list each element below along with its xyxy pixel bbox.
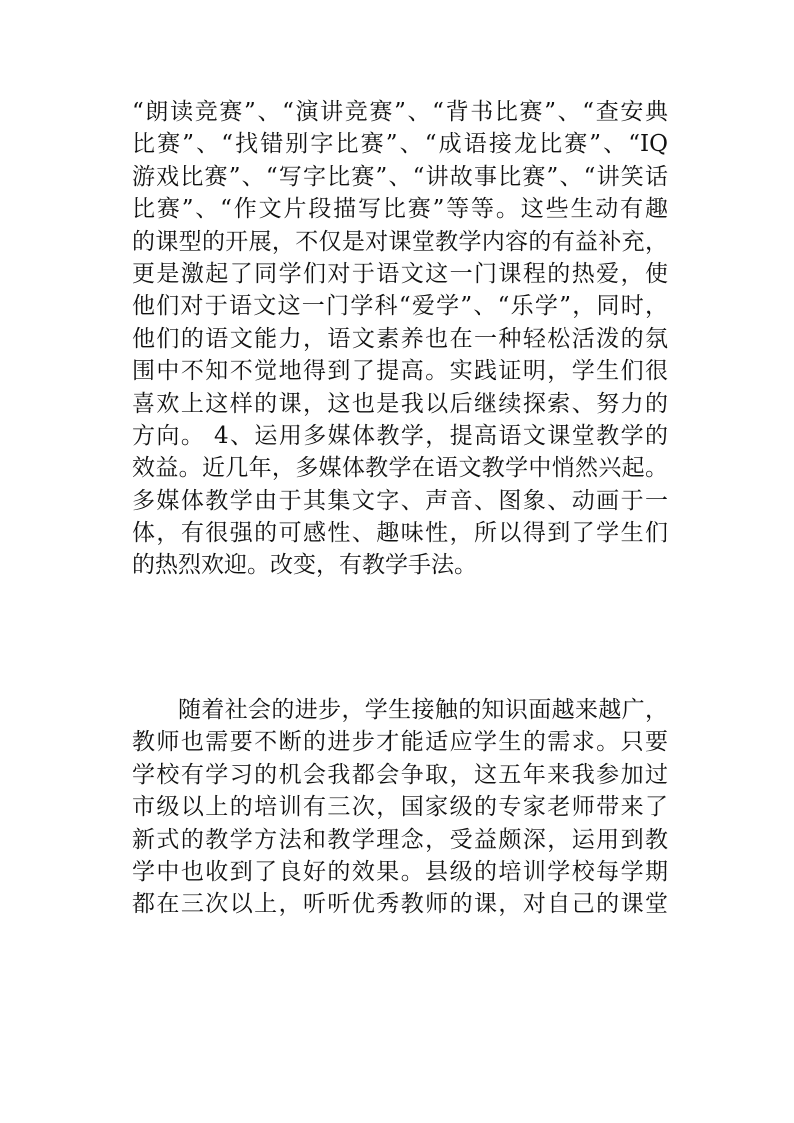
paragraph-1 — [132, 96, 668, 582]
text-line: 他们对于语文这一门学科“爱学”、“乐学”，同时， — [132, 293, 668, 320]
text-line: 学中也收到了良好的效果。县级的培训学校每学期 — [132, 858, 668, 885]
text-line: 喜欢上这样的课，这也是我以后继续探索、努力的 — [132, 390, 668, 417]
text-line: 新式的教学方法和教学理念，受益颇深，运用到教 — [132, 826, 668, 853]
text-line: 方向。 4、运用多媒体教学，提高语文课堂教学的 — [132, 422, 668, 449]
text-line: 多媒体教学由于其集文字、声音、图象、动画于一 — [132, 487, 668, 514]
text-line: 围中不知不觉地得到了提高。实践证明，学生们很 — [132, 358, 668, 385]
text-line: 都在三次以上，听听优秀教师的课，对自己的课堂 — [132, 891, 668, 918]
text-line: 比赛”、“找错别字比赛”、“成语接龙比赛”、“IQ — [132, 131, 668, 158]
text-line: “朗读竞赛”、“演讲竞赛”、“背书比赛”、“查安典 — [132, 99, 668, 125]
text-line: 效益。近几年，多媒体教学在语文教学中悄然兴起。 — [132, 455, 668, 482]
text-line: 教师也需要不断的进步才能适应学生的需求。只要 — [132, 729, 668, 756]
text-line: 体，有很强的可感性、趣味性，所以得到了学生们 — [132, 520, 668, 547]
text-line: 学校有学习的机会我都会争取，这五年来我参加过 — [132, 761, 668, 788]
text-line: 他们的语文能力，语文素养也在一种轻松活泼的氛 — [132, 325, 668, 352]
text-line: 的课型的开展，不仅是对课堂教学内容的有益补充， — [132, 228, 668, 255]
text-line: 随着社会的进步，学生接触的知识面越来越广， — [178, 697, 668, 723]
text-line: 的热烈欢迎。改变，有教学手法。 — [132, 552, 477, 579]
text-line: 市级以上的培训有三次，国家级的专家老师带来了 — [132, 794, 668, 821]
text-line: 比赛”、“作文片段描写比赛”等等。这些生动有趣 — [132, 196, 668, 223]
text-line: 更是激起了同学们对于语文这一门课程的热爱，使 — [132, 260, 668, 287]
text-line: 游戏比赛”、“写字比赛”、“讲故事比赛”、“讲笑话 — [132, 163, 668, 190]
paragraph-2 — [132, 694, 668, 921]
